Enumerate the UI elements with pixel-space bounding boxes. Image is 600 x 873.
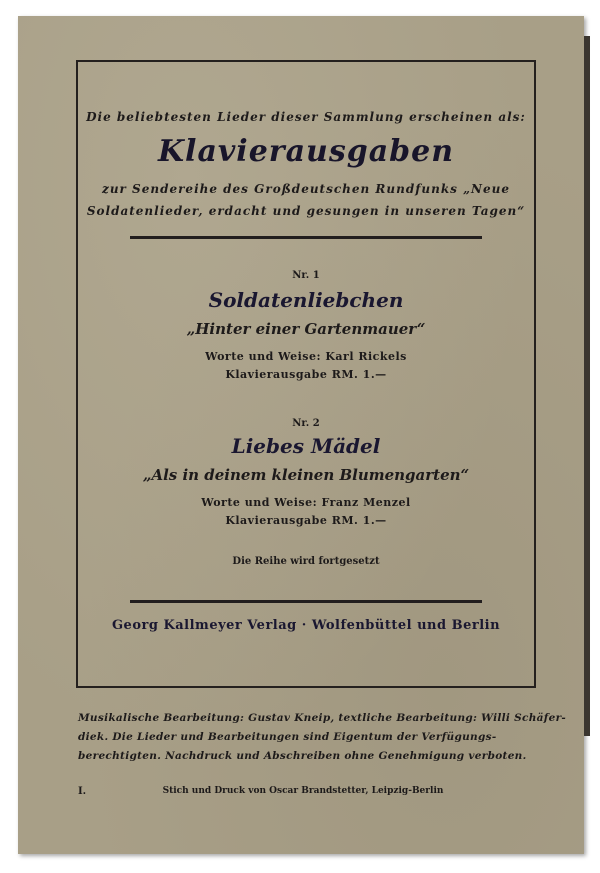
song-number-1: Nr. 1	[292, 270, 320, 281]
subtitle-line-1: zur Sendereihe des Großdeutschen Rundfunks „Neue	[102, 182, 510, 196]
song-subtitle-1: „Hinter einer Gartenmauer“	[186, 320, 426, 338]
song-title-1: Soldatenliebchen	[208, 288, 404, 312]
song-price-2: Klavierausgabe RM. 1.—	[225, 514, 387, 527]
main-title: Klavierausgaben	[157, 134, 455, 169]
page-number: I.	[78, 786, 87, 797]
copyright-notice	[78, 709, 567, 766]
booklet-page	[18, 16, 584, 854]
song-subtitle-2: „Als in deinem kleinen Blumengarten“	[142, 466, 470, 484]
divider-rule-bottom	[130, 600, 482, 603]
printer-credit: Stich und Druck von Oscar Brandstetter, Leipzig-Berlin	[162, 786, 444, 796]
publisher-line: Georg Kallmeyer Verlag · Wolfenbüttel und Berlin	[111, 618, 501, 633]
song-credit-2: Worte und Weise: Franz Menzel	[201, 496, 411, 509]
subtitle-line-2: Soldatenlieder, erdacht und gesungen in unseren Tagen“	[86, 204, 526, 218]
song-number-2: Nr. 2	[292, 418, 320, 429]
bordered-frame	[76, 60, 536, 688]
intro-text: Die beliebtesten Lieder dieser Sammlung erscheinen als:	[86, 110, 526, 124]
series-continuation-note: Die Reihe wird fortgesetzt	[232, 556, 380, 567]
song-credit-1: Worte und Weise: Karl Rickels	[205, 350, 407, 363]
copyright-line-3: berechtigten. Nachdruck und Abschreiben ohne Genehmigung verboten.	[78, 750, 527, 762]
copyright-line-1: Musikalische Bearbeitung: Gustav Kneip, textliche Bearbeitung: Willi Schäfer-	[78, 712, 567, 724]
song-price-1: Klavierausgabe RM. 1.—	[225, 368, 387, 381]
divider-rule-top	[130, 236, 482, 239]
copyright-line-2: diek. Die Lieder und Bearbeitungen sind Eigentum der Verfügungs-	[78, 731, 497, 743]
page-edge-shadow	[584, 36, 590, 736]
song-title-2: Liebes Mädel	[231, 434, 381, 458]
